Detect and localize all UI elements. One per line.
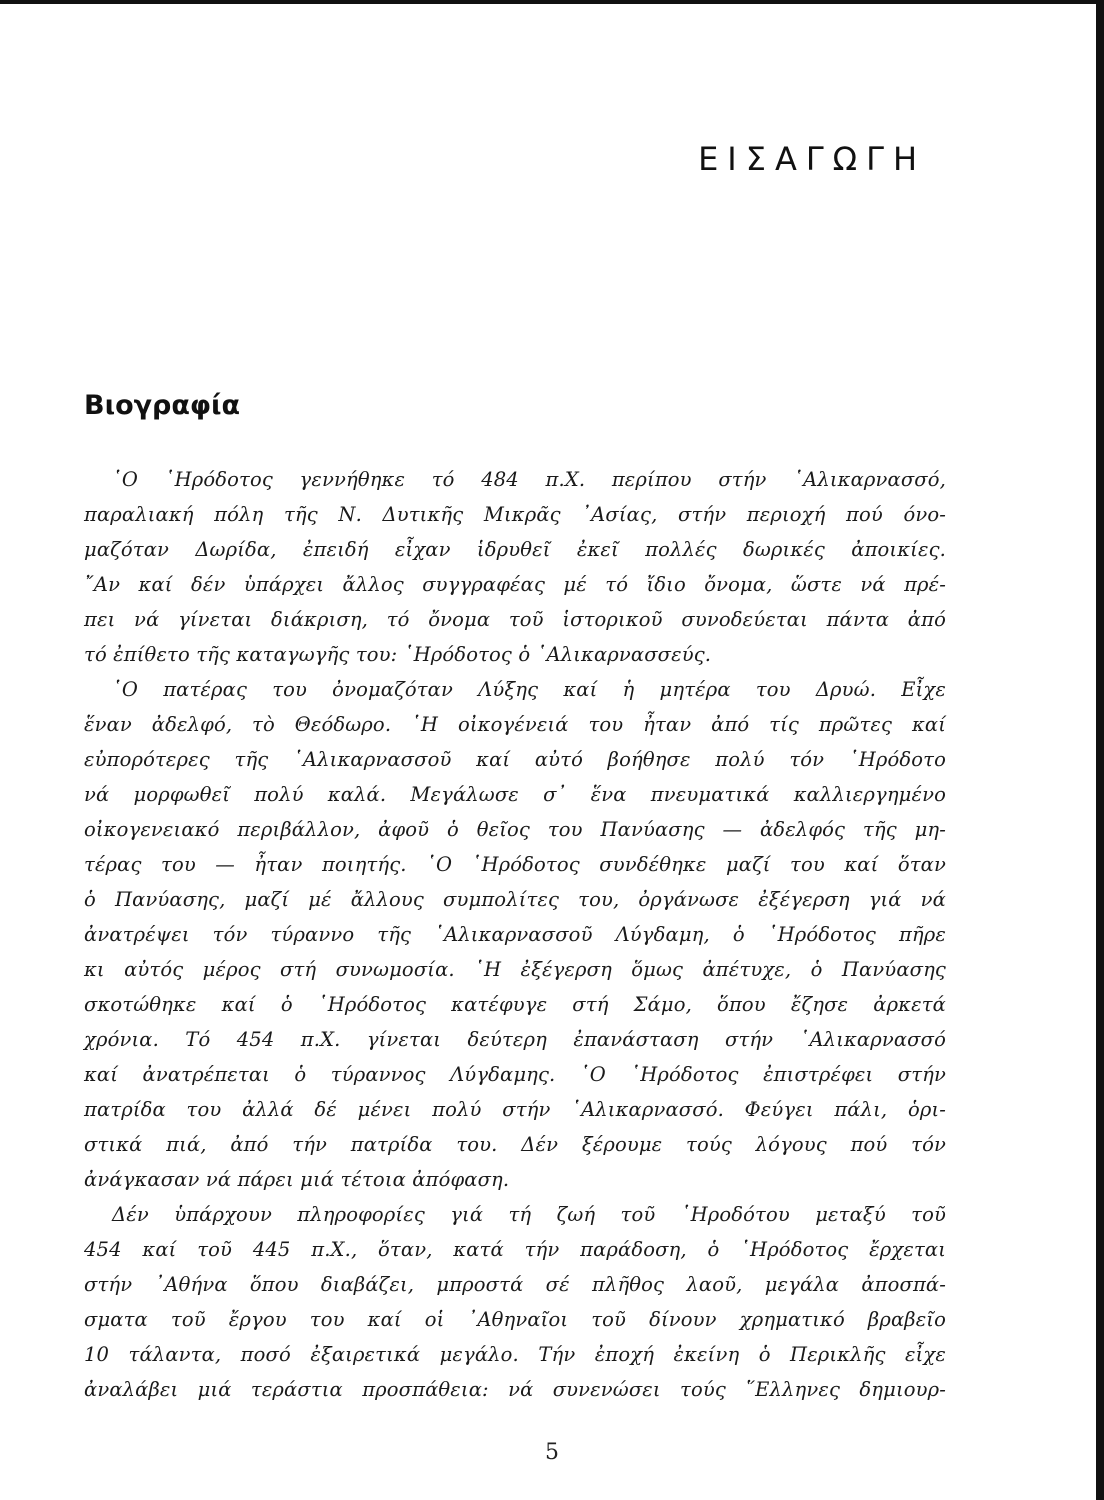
body-text [84, 462, 946, 1407]
text-line: ῾Ο ῾Ηρόδοτος γεννήθηκε τό 484 π.Χ. περίπου στήν ῾Αλικαρνασσό, [112, 468, 946, 491]
text-line: ἀνατρέψει τόν τύραννο τῆς ῾Αλικαρνασσοῦ Λύγδαμη, ὁ ῾Ηρόδοτος πῆρε [84, 923, 946, 946]
text-line: κι αὐτός μέρος στή συνωμοσία. ῾Η ἐξέγερση ὅμως ἀπέτυχε, ὁ Πανύασης [84, 958, 946, 981]
chapter-title: ΕΙΣΑΓΩΓΗ [698, 140, 926, 178]
page-number: 5 [545, 1440, 559, 1465]
text-line: μαζόταν Δωρίδα, ἐπειδή εἶχαν ἱδρυθεῖ ἐκεῖ πολλές δωρικές ἀποικίες. [84, 538, 946, 561]
text-line: παραλιακή πόλη τῆς Ν. Δυτικῆς Μικρᾶς ᾿Ασίας, στήν περιοχή πού όνο- [84, 503, 946, 526]
text-line: 454 καί τοῦ 445 π.Χ., ὅταν, κατά τήν παράδοση, ὁ ῾Ηρόδοτος ἔρχεται [84, 1238, 946, 1261]
text-line: τό ἐπίθετο τῆς καταγωγῆς του: ῾Ηρόδοτος ὁ ῾Αλικαρνασσεύς. [84, 643, 712, 666]
text-line: ὁ Πανύασης, μαζί μέ ἄλλους συμπολίτες του, ὀργάνωσε ἐξέγερση γιά νά [84, 888, 946, 911]
scan-right-edge [1096, 0, 1104, 1500]
text-line: πει νά γίνεται διάκριση, τό ὄνομα τοῦ ἱστορικοῦ συνοδεύεται πάντα ἀπό [84, 608, 946, 631]
text-line: τέρας του — ἦταν ποιητής. ῾Ο ῾Ηρόδοτος συνδέθηκε μαζί του καί ὅταν [84, 853, 946, 876]
text-line: εὐπορότερες τῆς ῾Αλικαρνασσοῦ καί αὐτό βοήθησε πολύ τόν ῾Ηρόδοτο [84, 748, 946, 771]
text-line: ἀνάγκασαν νά πάρει μιά τέτοια ἀπόφαση. [84, 1168, 510, 1191]
text-line: ῎Αν καί δέν ὑπάρχει ἄλλος συγγραφέας μέ τό ἴδιο ὄνομα, ὥστε νά πρέ- [84, 573, 946, 596]
text-line: στικά πιά, ἀπό τήν πατρίδα του. Δέν ξέρουμε τούς λόγους πού τόν [84, 1133, 946, 1156]
section-title: Βιογραφία [84, 390, 241, 421]
scan-top-edge [0, 0, 1104, 4]
text-line: καί ἀνατρέπεται ὁ τύραννος Λύγδαμης. ῾Ο ῾Ηρόδοτος ἐπιστρέφει στήν [84, 1063, 946, 1086]
text-line: ῾Ο πατέρας του ὀνομαζόταν Λύξης καί ἡ μητέρα του Δρυώ. Εἶχε [112, 678, 946, 701]
text-line: νά μορφωθεῖ πολύ καλά. Μεγάλωσε σ᾿ ἕνα πνευματικά καλλιεργημένο [84, 783, 946, 806]
text-line: Δέν ὑπάρχουν πληροφορίες γιά τή ζωή τοῦ ῾Ηροδότου μεταξύ τοῦ [112, 1203, 946, 1226]
text-line: σματα τοῦ ἔργου του καί οἱ ᾿Αθηναῖοι τοῦ δίνουν χρηματικό βραβεῖο [84, 1308, 946, 1331]
text-line: 10 τάλαντα, ποσό ἐξαιρετικά μεγάλο. Τήν ἐποχή ἐκείνη ὁ Περικλῆς εἶχε [84, 1343, 946, 1366]
text-line: στήν ᾿Αθήνα ὅπου διαβάζει, μπροστά σέ πλῆθος λαοῦ, μεγάλα ἀποσπά- [84, 1273, 946, 1296]
text-line: σκοτώθηκε καί ὁ ῾Ηρόδοτος κατέφυγε στή Σάμο, ὅπου ἔζησε ἀρκετά [84, 993, 946, 1016]
text-line: οἰκογενειακό περιβάλλον, ἀφοῦ ὁ θεῖος του Πανύασης — ἀδελφός τῆς μη- [84, 818, 946, 841]
text-line: ἀναλάβει μιά τεράστια προσπάθεια: νά συνενώσει τούς ῞Ελληνες δημιουρ- [84, 1378, 946, 1401]
text-line: ἕναν ἀδελφό, τὸ Θεόδωρο. ῾Η οἰκογένειά του ἦταν ἀπό τίς πρῶτες καί [84, 713, 946, 736]
text-line: χρόνια. Τό 454 π.Χ. γίνεται δεύτερη ἐπανάσταση στήν ῾Αλικαρνασσό [84, 1028, 946, 1051]
text-line: πατρίδα του ἀλλά δέ μένει πολύ στήν ῾Αλικαρνασσό. Φεύγει πάλι, ὁρι- [84, 1098, 946, 1121]
